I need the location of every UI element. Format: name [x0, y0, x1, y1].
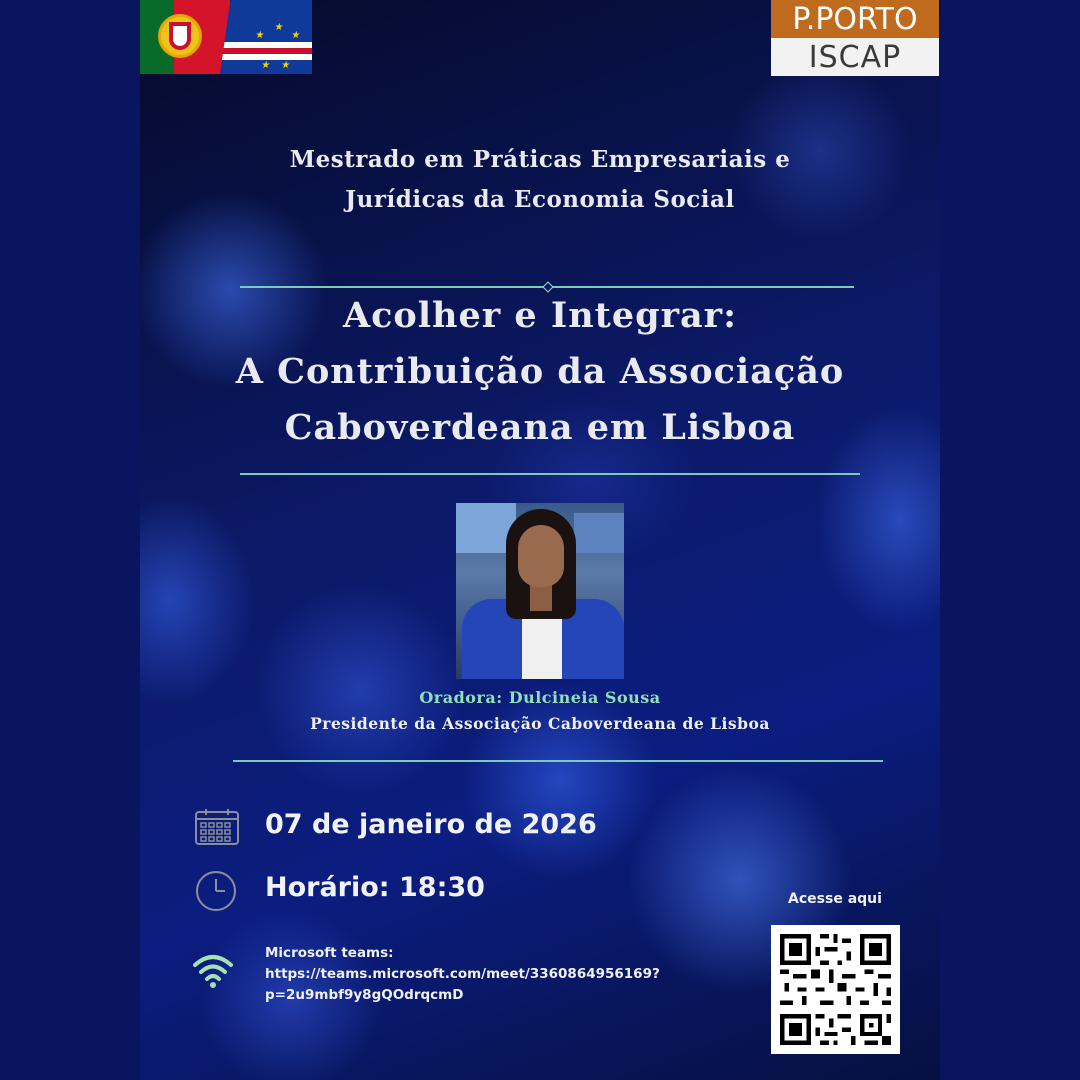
pporto-iscap-logo: [771, 0, 939, 76]
teams-link-line-1[interactable]: https://teams.microsoft.com/meet/3360864956169?: [265, 966, 660, 982]
portugal-flag-icon: [140, 0, 230, 74]
flags-image: [140, 0, 312, 74]
speaker-name: Oradora: Dulcineia Sousa: [419, 688, 661, 707]
speaker-photo: [456, 503, 624, 679]
divider-speaker-bottom: [233, 760, 883, 762]
event-time: Horário: 18:30: [265, 872, 485, 903]
qr-label: Acesse aqui: [788, 891, 882, 907]
title-line-2: A Contribuição da Associação: [235, 351, 845, 392]
divider-title-bottom: [240, 473, 860, 475]
logo-top: P.PORTO: [771, 0, 939, 38]
cape-verde-flag-icon: ★ ★ ★ ★ ★: [220, 0, 312, 74]
calendar-icon: [194, 808, 240, 846]
logo-bottom: ISCAP: [771, 38, 939, 76]
program-line-1: Mestrado em Práticas Empresariais e: [289, 146, 791, 173]
clock-icon: [195, 870, 237, 912]
title-line-3: Caboverdeana em Lisboa: [284, 407, 796, 448]
teams-link-line-2[interactable]: p=2u9mbf9y8gQOdrqcmD: [265, 987, 464, 1003]
qr-code[interactable]: [771, 925, 900, 1054]
teams-label: Microsoft teams:: [265, 945, 394, 961]
teams-info: [265, 943, 685, 1006]
program-heading: [140, 140, 940, 220]
event-date: 07 de janeiro de 2026: [265, 809, 597, 840]
event-title: [140, 288, 940, 456]
wifi-icon: [193, 951, 233, 989]
speaker-role: Presidente da Associação Caboverdeana de Lisboa: [310, 714, 770, 733]
event-poster: [140, 0, 940, 1080]
title-line-1: Acolher e Integrar:: [342, 295, 738, 336]
program-line-2: Jurídicas da Economia Social: [345, 186, 735, 213]
